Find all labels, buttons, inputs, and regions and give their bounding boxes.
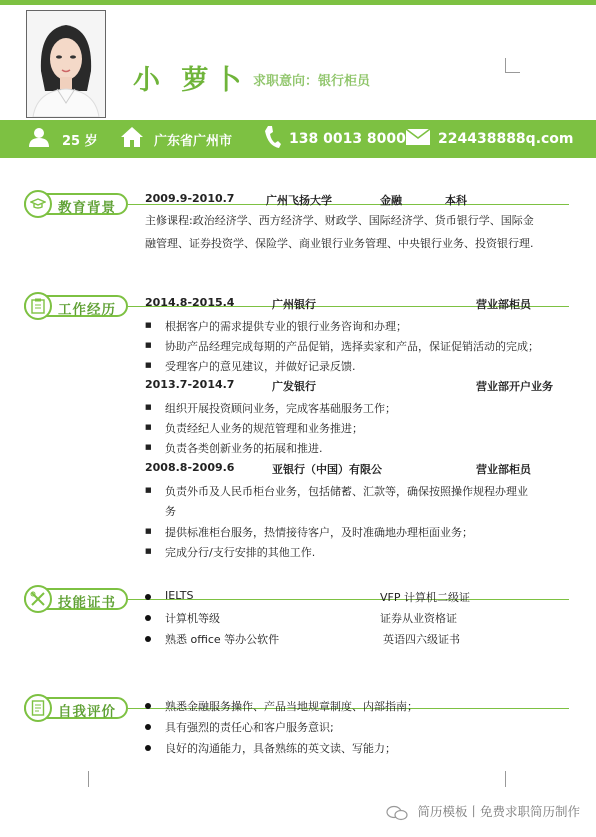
bullet-square: ■ xyxy=(145,341,152,349)
job-period: 2008.8-2009.6 xyxy=(145,461,235,474)
skill-item: 计算机等级 xyxy=(165,612,220,625)
edu-period: 2009.9-2010.7 xyxy=(145,192,235,205)
job-duty: 完成分行/支行安排的其他工作. xyxy=(165,546,316,559)
job-duty: 负责经纪人业务的规范管理和业务推进； xyxy=(165,422,363,435)
section-rule xyxy=(128,599,569,600)
tools-icon xyxy=(24,585,52,613)
crop-mark xyxy=(72,771,89,787)
bullet-dot xyxy=(145,724,151,730)
bullet-square: ■ xyxy=(145,486,152,494)
bullet-dot xyxy=(145,615,151,621)
section-heading-skills xyxy=(24,588,128,610)
email-text: 224438888q.com xyxy=(438,131,574,147)
edu-school: 广州飞扬大学 xyxy=(266,194,332,207)
info-bar xyxy=(0,120,596,158)
job-period: 2013.7-2014.7 xyxy=(145,378,235,391)
profile-photo xyxy=(26,10,106,118)
clipboard-icon xyxy=(24,292,52,320)
job-duty: 组织开展投资顾问业务，完成客基础服务工作； xyxy=(165,402,396,415)
job-intent: 求职意向：银行柜员 xyxy=(253,74,371,89)
location-item xyxy=(120,120,232,158)
bullet-dot xyxy=(145,594,151,600)
section-title: 技能证书 xyxy=(58,595,116,611)
person-icon xyxy=(28,127,50,151)
bullet-dot xyxy=(145,745,151,751)
edu-courses-line2: 融管理、证券投资学、保险学、商业银行业务管理、中央银行业务、投资银行理. xyxy=(145,237,534,250)
bullet-square: ■ xyxy=(145,403,152,411)
section-title: 工作经历 xyxy=(58,302,116,318)
phone-item xyxy=(264,120,406,158)
skill-item: 英语四六级证书 xyxy=(383,633,460,646)
bullet-square: ■ xyxy=(145,321,152,329)
bullet-square: ■ xyxy=(145,527,152,535)
candidate-name: 小 萝卜 xyxy=(133,65,248,96)
section-heading-education xyxy=(24,193,128,215)
bullet-dot xyxy=(145,636,151,642)
phone-icon xyxy=(264,125,282,153)
job-duty-continued: 务 xyxy=(165,505,176,518)
email-item xyxy=(406,120,574,158)
job-duty: 负责外币及人民币柜台业务，包括储蓄、汇款等，确保按照操作规程办理业 xyxy=(165,485,528,498)
self-eval-item: 熟悉金融服务操作、产品当地规章制度、内部指南； xyxy=(165,700,418,713)
skill-item: IELTS xyxy=(165,589,194,602)
self-eval-item: 具有强烈的责任心和客户服务意识; xyxy=(165,721,334,734)
document-icon xyxy=(24,694,52,722)
job-duty: 根据客户的需求提供专业的银行业务咨询和办理； xyxy=(165,320,407,333)
edu-degree: 本科 xyxy=(445,194,467,207)
crop-mark xyxy=(505,58,520,73)
job-duty: 受理客户的意见建议，并做好记录反馈. xyxy=(165,360,356,373)
home-icon xyxy=(120,126,144,152)
bullet-dot xyxy=(145,703,151,709)
edu-major: 金融 xyxy=(380,194,402,207)
phone-text: 138 0013 8000 xyxy=(289,131,406,147)
edu-courses-line1: 主修课程:政治经济学、西方经济学、财政学、国际经济学、货币银行学、国际金 xyxy=(145,214,534,227)
crop-mark xyxy=(505,771,522,787)
bullet-square: ■ xyxy=(145,443,152,451)
location-text: 广东省广州市 xyxy=(154,133,233,149)
section-heading-work xyxy=(24,295,128,317)
job-title: 营业部柜员 xyxy=(476,298,531,311)
section-heading-self xyxy=(24,697,128,719)
job-company: 亚银行（中国）有限公 xyxy=(272,463,382,476)
top-accent-line xyxy=(0,0,596,5)
self-eval-item: 良好的沟通能力，具备熟练的英文读、写能力； xyxy=(165,742,396,755)
skill-item: 熟悉 office 等办公软件 xyxy=(165,633,280,646)
footer-watermark xyxy=(386,802,581,821)
bullet-square: ■ xyxy=(145,547,152,555)
job-title: 营业部开户业务 xyxy=(476,380,553,393)
envelope-icon xyxy=(406,129,430,149)
job-title: 营业部柜员 xyxy=(476,463,531,476)
age-text: 25 岁 xyxy=(62,133,98,149)
skill-item: 证券从业资格证 xyxy=(380,612,457,625)
job-duty: 提供标准柜台服务，热情接待客户，及时准确地办理柜面业务； xyxy=(165,526,473,539)
skill-item: VFP 计算机二级证 xyxy=(380,591,470,604)
job-company: 广州银行 xyxy=(272,298,316,311)
footer-text: 简历模板丨免费求职简历制作 xyxy=(417,804,580,819)
section-title: 自我评价 xyxy=(58,704,116,720)
graduation-cap-icon xyxy=(24,190,52,218)
wechat-icon xyxy=(386,804,408,819)
job-duty: 负责各类创新业务的拓展和推进. xyxy=(165,442,323,455)
job-period: 2014.8-2015.4 xyxy=(145,296,235,309)
section-title: 教育背景 xyxy=(58,200,116,216)
bullet-square: ■ xyxy=(145,423,152,431)
age-item xyxy=(28,120,98,158)
bullet-square: ■ xyxy=(145,361,152,369)
job-company: 广发银行 xyxy=(272,380,316,393)
job-duty: 协助产品经理完成每期的产品促销，选择卖家和产品，保证促销活动的完成； xyxy=(165,340,539,353)
